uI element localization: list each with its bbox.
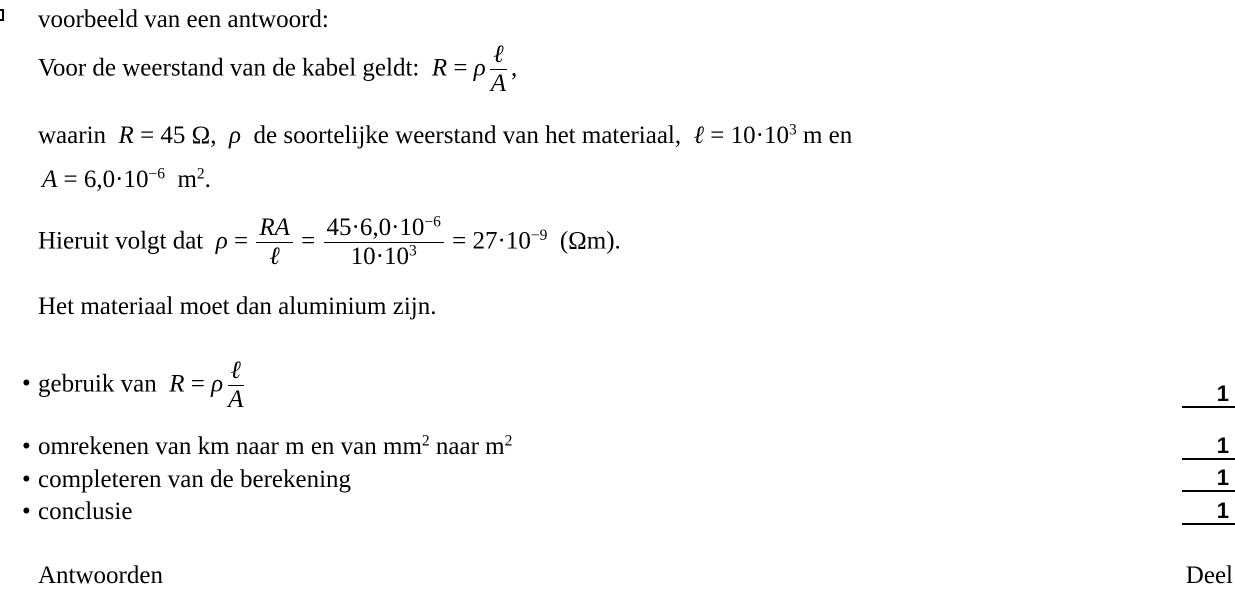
checkbox-icon [0,9,4,21]
a-unit-exponent: 2 [196,165,205,183]
score-1: 1 [1182,382,1235,408]
waarin-label: waarin [38,122,107,149]
scoring-item-2-text-a: omrekenen van km naar m en van mm [38,433,422,460]
intro-text: voorbeeld van een antwoord: [38,6,329,33]
denominator-exponent: 3 [409,242,417,260]
formula-line-1-text: Voor de weerstand van de kabel geldt: [38,54,420,82]
score-3: 1 [1182,466,1235,492]
rho-description: de soortelijke weerstand van het materiaal, [253,122,682,149]
scoring-item-1: • gebruik van R = ρ $\frac{\text{ℓ}}{A}$ [22,357,244,414]
score-2: 1 [1182,434,1235,460]
scoring-item-3: • completeren van de berekening [22,466,352,493]
r-value: 45 Ω, [160,122,217,149]
result-exponent: −9 [530,226,548,244]
a-value: 6,0·10 [83,166,149,193]
a-exponent: −6 [148,165,165,183]
footer-right: Deel [1185,562,1233,589]
scoring-item-3-text: completeren van de berekening [38,466,352,493]
result-unit: (Ωm). [559,227,621,255]
footer-left: Antwoorden [38,562,163,589]
numerator-exponent: −6 [424,213,441,231]
hieruit-label: Hieruit volgt dat [38,227,204,255]
l-unit: m en [802,122,853,149]
a-unit: m [177,166,197,193]
scoring-item-4-text: conclusie [38,498,133,525]
fraction-denominator: 10·10 [350,243,409,271]
result-value: 27·10 [472,227,531,255]
formula-line-3: $A = 6,0\cdot 10^{-6}$ $m^2$. [42,165,211,193]
formula-line-2: waarin R = 45 Ω, ρ de soortelijke weerstand van het materiaal, ℓ = $10\cdot 10^3$ m en [38,121,853,149]
scoring-item-2: • omrekenen van km naar m en van $mm^2$ naar $m^2$ [22,432,513,460]
scoring-item-2-text-b: naar m [435,433,505,460]
scoring-item-1-text: gebruik van [38,370,157,398]
l-exponent: 3 [788,121,797,139]
conclusion-text: Het materiaal moet dan aluminium zijn. [38,293,437,320]
l-value: 10·10 [730,122,789,149]
formula-line-1: Voor de weerstand van de kabel geldt: R = ρ $\frac{\text{ℓ}}{A}$ , [38,41,518,98]
scoring-item-4: • conclusie [22,498,133,525]
score-4: 1 [1182,499,1235,525]
fraction-numerator: 45·6,0·10 [326,214,425,241]
formula-line-4: Hieruit volgt dat ρ = $\frac{RA}{\text{ℓ}}$ = $\frac{45\cdot 6,0\cdot 10^{-6}}{10\cdot 10^3}$ = $27\cdot 10^{-9}$ (Ωm). [38,213,621,271]
